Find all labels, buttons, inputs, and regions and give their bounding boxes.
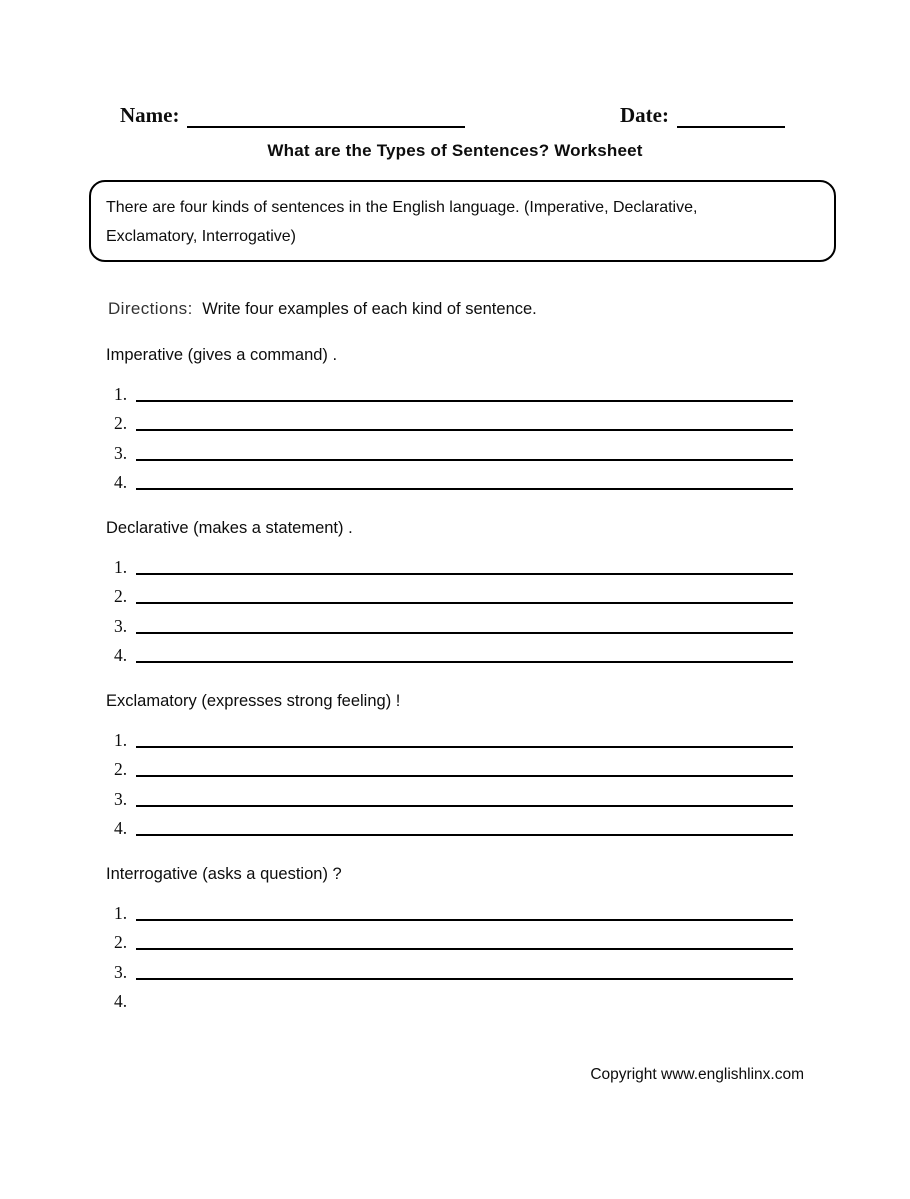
line-number: 2.: [114, 759, 128, 779]
answer-blank-line: [136, 976, 793, 980]
line-number: 2.: [114, 932, 128, 952]
line-number: 3.: [114, 615, 128, 636]
section-imperative-lines: [114, 375, 793, 493]
answer-blank-line: [136, 803, 793, 807]
section-heading-exclamatory: Exclamatory (expresses strong feeling) !: [106, 692, 401, 710]
line-number: 2.: [114, 413, 128, 433]
answer-blank-line: [136, 773, 793, 777]
line-number: 1.: [114, 556, 128, 577]
section-heading-declarative: Declarative (makes a statement) .: [106, 519, 353, 537]
intro-box-line1: There are four kinds of sentences in the English language. (Imperative, Declarative,: [106, 199, 698, 216]
section-interrogative-lines: [114, 894, 793, 1012]
answer-line: [114, 780, 793, 810]
copyright-text: Copyright www.englishlinx.com: [590, 1066, 804, 1083]
line-number: 1.: [114, 383, 128, 404]
answer-blank-line: [136, 917, 793, 921]
answer-blank-line: [136, 457, 793, 461]
directions-row: [108, 299, 910, 319]
line-number: 3.: [114, 442, 128, 463]
answer-line: [114, 637, 793, 667]
intro-box: [89, 180, 836, 262]
answer-blank-line: [136, 832, 793, 836]
answer-blank-line: [136, 630, 793, 634]
answer-blank-line: [136, 398, 793, 402]
line-number: 1.: [114, 729, 128, 750]
directions-text: Write four examples of each kind of sentence.: [202, 300, 537, 318]
answer-blank-line: [136, 486, 793, 490]
section-heading-interrogative: Interrogative (asks a question) ?: [106, 865, 342, 883]
answer-line: [114, 953, 793, 983]
answer-line: [114, 924, 793, 954]
answer-line: [114, 464, 793, 494]
section-heading-imperative: Imperative (gives a command) .: [106, 346, 338, 364]
answer-line: [114, 894, 793, 924]
line-number: 4.: [114, 991, 128, 1011]
answer-line: [114, 810, 793, 840]
answer-line: [114, 434, 793, 464]
name-blank-line: [187, 104, 465, 128]
answer-line: [114, 607, 793, 637]
page-title: What are the Types of Sentences? Worksheet: [267, 141, 643, 160]
answer-blank-line: [136, 571, 793, 575]
answer-blank-line-empty: [136, 1005, 793, 1009]
answer-blank-line: [136, 427, 793, 431]
answer-line: [114, 751, 793, 781]
date-label: Date:: [620, 103, 669, 127]
line-number: 1.: [114, 902, 128, 923]
line-number: 4.: [114, 472, 128, 492]
line-number: 4.: [114, 645, 128, 665]
answer-line: [114, 578, 793, 608]
name-date-header: [0, 0, 910, 128]
answer-blank-line: [136, 946, 793, 950]
intro-box-line2: Exclamatory, Interrogative): [106, 228, 296, 245]
line-number: 4.: [114, 818, 128, 838]
directions-label: Directions:: [108, 299, 193, 318]
answer-line: [114, 375, 793, 405]
line-number: 3.: [114, 961, 128, 982]
answer-blank-line: [136, 659, 793, 663]
line-number: 3.: [114, 788, 128, 809]
answer-line: [114, 721, 793, 751]
answer-blank-line: [136, 744, 793, 748]
answer-line: [114, 983, 793, 1013]
section-exclamatory-lines: [114, 721, 793, 839]
section-declarative-lines: [114, 548, 793, 666]
answer-line: [114, 405, 793, 435]
line-number: 2.: [114, 586, 128, 606]
name-label: Name:: [120, 103, 180, 127]
date-blank-line: [677, 104, 785, 128]
answer-blank-line: [136, 600, 793, 604]
answer-line: [114, 548, 793, 578]
